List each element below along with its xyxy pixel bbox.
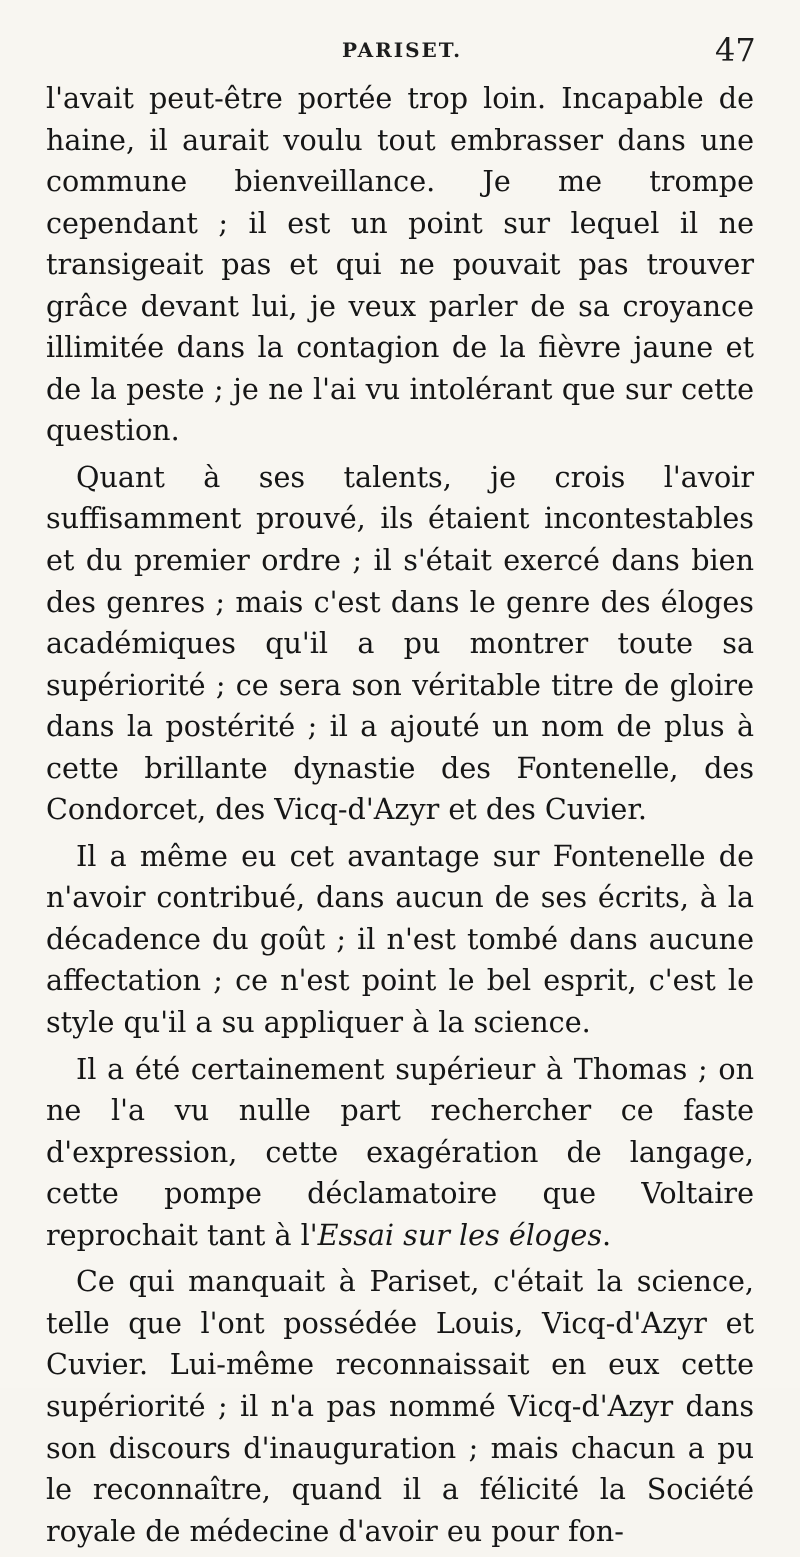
paragraph-4-text: Il a été certainement supérieur à Thomas ; on ne l'a vu nulle part rechercher ce faste d'expression, cette exagération de langage, cette pompe déclamatoire que Voltaire reprochait tant à l' [46,1051,754,1252]
page-number: 47 [715,31,756,69]
body-text [46,78,754,1557]
paragraph-3: Il a même eu cet avantage sur Fontenelle de n'avoir contribué, dans aucun de ses écrits, à la décadence du goût ; il n'est tombé dans aucune affectation ; ce n'est point le bel esprit, c'est le style qu'il a su appliquer à la science. [46,838,754,1040]
paragraph-5: Ce qui manquait à Pariset, c'était la science, telle que l'ont possédée Louis, Vicq-d'Azyr et Cuvier. Lui-même reconnaissait en eux cette supériorité ; il n'a pas nommé Vicq-d'Azyr dans son discours d'inauguration ; mais chacun a pu le reconnaître, quand il a félicité la Société royale de médecine d'avoir eu pour fon- [46,1264,754,1548]
paragraph-4 [46,1049,754,1257]
paragraph-2: Quant à ses talents, je crois l'avoir suffisamment prouvé, ils étaient incontestables et du premier ordre ; il s'était exercé dans bien des genres ; mais c'est dans le genre des éloges académiques qu'il a pu montrer toute sa supériorité ; ce sera son véritable titre de gloire dans la postérité ; il a ajouté un nom de plus à cette brillante dynastie des Fontenelle, des Condorcet, des Vicq-d'Azyr et des Cuvier. [46,459,754,827]
paragraph-1: l'avait peut-être portée trop loin. Incapable de haine, il aurait voulu tout embrasser dans une commune bienveillance. Je me trompe cependant ; il est un point sur lequel il ne transigeait pas et qui ne pouvait pas trouver grâce devant lui, je veux parler de sa croyance illimitée dans la contagion de la fièvre jaune et de la peste ; je ne l'ai vu intolérant que sur cette question. [46,81,754,448]
paragraph-4-end: . [602,1217,612,1252]
running-header: PARISET. [342,38,463,62]
book-title-italic: Essai sur les éloges [317,1217,603,1252]
